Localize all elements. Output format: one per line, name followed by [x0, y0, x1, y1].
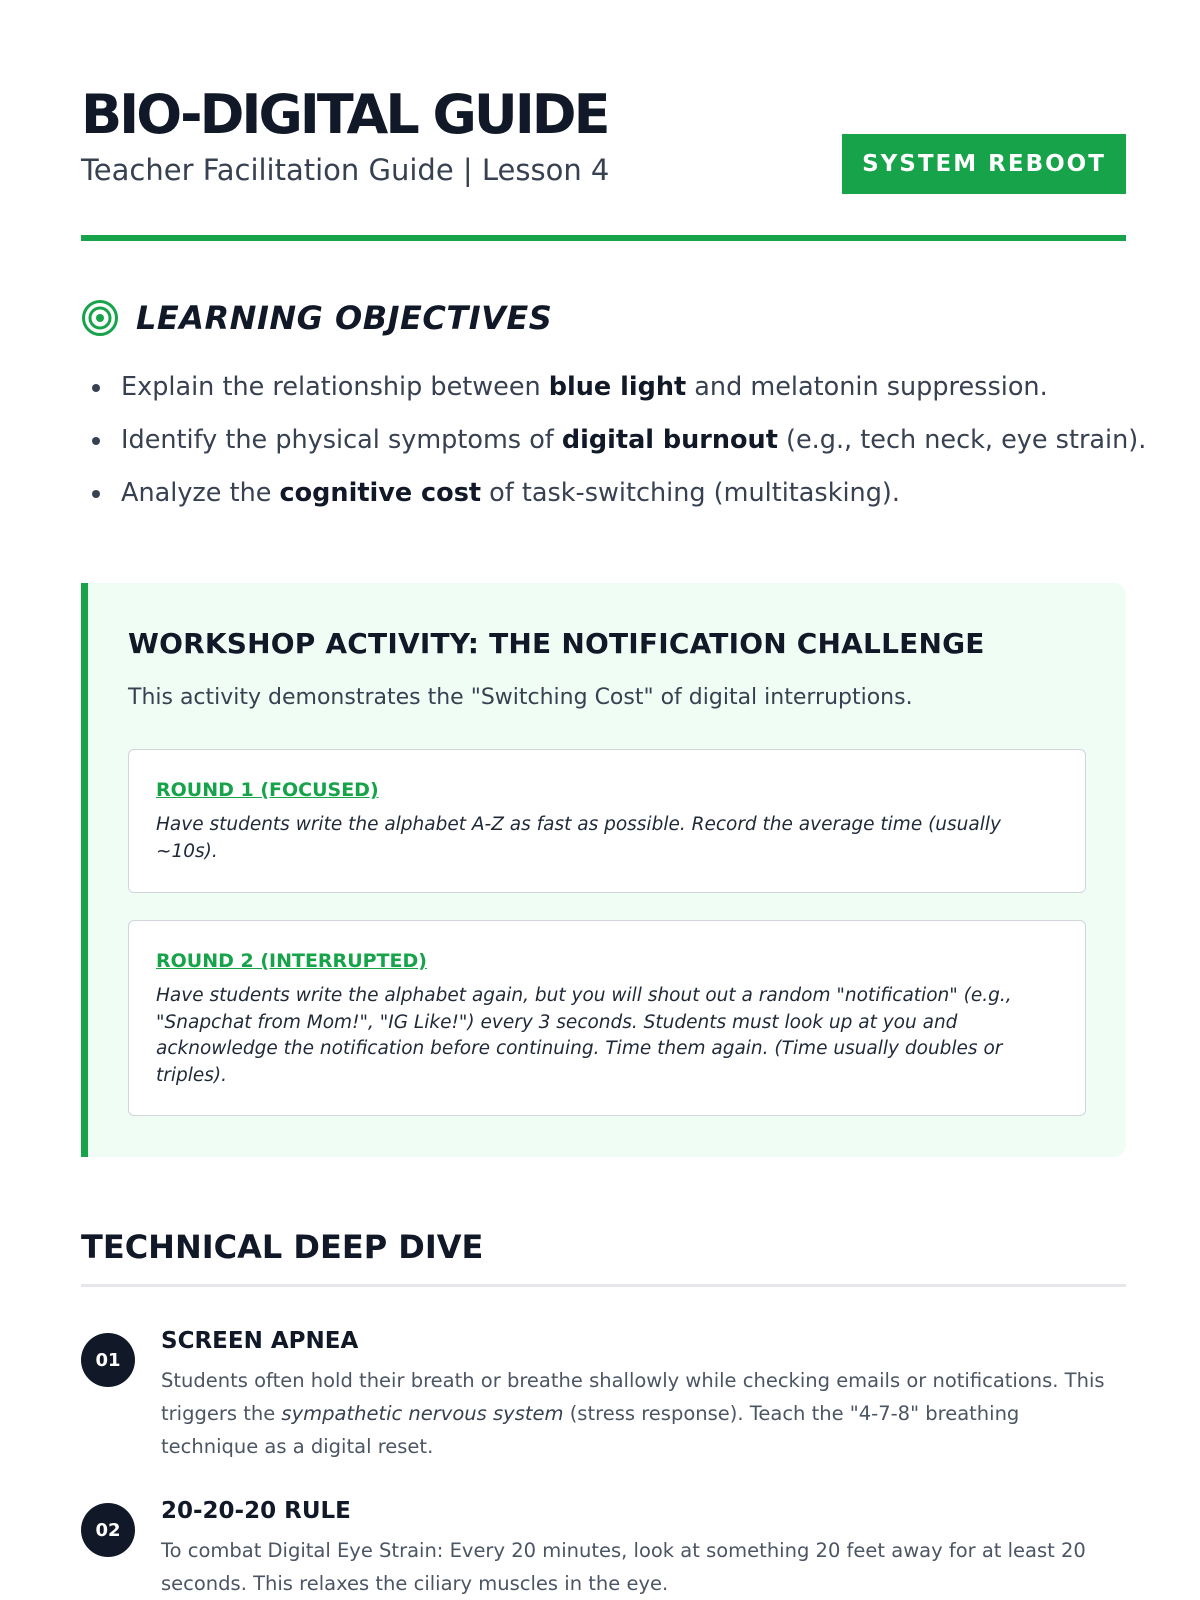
objectives-list	[81, 368, 1146, 527]
number-badge: 01	[81, 1333, 135, 1387]
deep-dive-divider	[81, 1284, 1126, 1287]
round-label: ROUND 1 (FOCUSED)	[156, 779, 379, 801]
objective-text: Explain the relationship between	[121, 372, 549, 402]
round-label: ROUND 2 (INTERRUPTED)	[156, 950, 427, 972]
header-divider	[81, 235, 1126, 241]
page-title: BIO-DIGITAL GUIDE	[81, 83, 608, 146]
deep-dive-body	[161, 1364, 1106, 1463]
round-instructions: Have students write the alphabet again, but you will shout out a random "notification" (e.g., "Snapchat from Mom!", "IG Like!") every 3 seconds. Students must look up at you and acknowledge the notification before continuing. Time them again. (Time usually doubles or triples).	[156, 985, 1012, 1086]
round-instructions: Have students write the alphabet A-Z as fast as possible. Record the average time (usually ~10s).	[156, 814, 1001, 862]
objective-text: (e.g., tech neck, eye strain).	[777, 425, 1147, 455]
objective-text: and melatonin suppression.	[686, 372, 1048, 402]
target-icon	[81, 299, 119, 337]
workshop-activity-box	[81, 583, 1126, 1157]
objective-keyword: blue light	[548, 372, 687, 402]
body-text: Students often hold their breath or breathe shallowly while checking emails or notifications. This triggers the	[161, 1369, 1105, 1425]
guide-page	[81, 0, 1147, 1595]
body-text: (stress response). Teach the "4-7-8" breathing technique as a digital reset.	[161, 1402, 1020, 1458]
objective-item	[81, 474, 1146, 527]
objective-text: of task-switching (multitasking).	[481, 478, 900, 508]
objective-text: Analyze the	[121, 478, 280, 508]
deep-dive-title: TECHNICAL DEEP DIVE	[81, 1228, 484, 1266]
number-badge: 02	[81, 1503, 135, 1557]
objective-item	[81, 421, 1146, 474]
objective-item	[81, 368, 1146, 421]
system-reboot-badge: SYSTEM REBOOT	[842, 134, 1126, 194]
page-subtitle: Teacher Facilitation Guide | Lesson 4	[81, 153, 610, 187]
round-card-focused	[128, 749, 1086, 893]
objectives-title: LEARNING OBJECTIVES	[136, 299, 553, 337]
body-emphasis: sympathetic nervous system	[281, 1402, 564, 1425]
workshop-title: WORKSHOP ACTIVITY: THE NOTIFICATION CHALLENGE	[128, 627, 985, 660]
deep-dive-heading: 20-20-20 RULE	[161, 1498, 351, 1524]
objective-text: Identify the physical symptoms of	[121, 425, 562, 455]
page-header	[81, 0, 1126, 243]
round-card-interrupted	[128, 920, 1086, 1116]
objective-keyword: cognitive cost	[279, 478, 482, 508]
objective-keyword: digital burnout	[561, 425, 778, 455]
workshop-intro: This activity demonstrates the "Switching Cost" of digital interruptions.	[128, 685, 913, 710]
deep-dive-heading: SCREEN APNEA	[161, 1328, 359, 1354]
deep-dive-body: To combat Digital Eye Strain: Every 20 minutes, look at something 20 feet away for at least 20 seconds. This relaxes the ciliary muscles in the eye.	[161, 1539, 1086, 1595]
objectives-heading	[81, 296, 552, 340]
